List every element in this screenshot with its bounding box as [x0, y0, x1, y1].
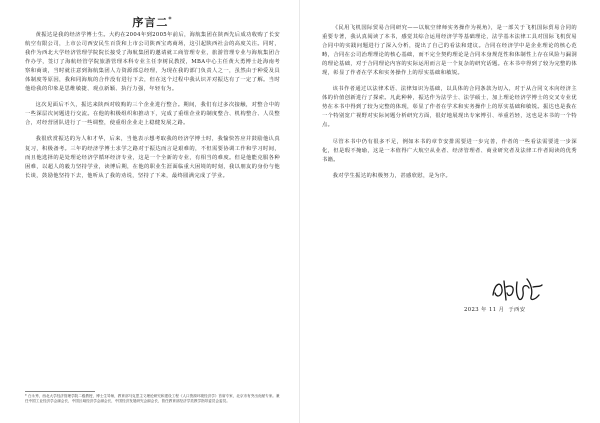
- title-footnote-mark: *: [168, 16, 173, 24]
- page-title: [25, 14, 280, 30]
- footnote: * 白永秀，西北大学经济管理学院二级教授，博士生导师，教育部马克思主义理论研究和建设工程《人口资源环境经济学》首席专家，北京市有突出贡献专家。兼任中国工业经济学会副会长，中国区域经济学会副会长，中国经济发展研究会副会长，曾任教育部经济学类教学指导委员会委员。: [25, 394, 280, 404]
- title-text: 序言二: [132, 16, 169, 29]
- paragraph: 尽管本书中仍有很多不足，例如本书的章节安排需要进一步完善，作者的一些看法需要进一步深化，但是瑕不掩瑜，这是一本值得广大航空从业者、经济管理者、商业研究者及法律工作者阅读的优秀书籍。: [322, 138, 577, 163]
- paragraph: 该书作者通过以法律术语、法律知识为基础，以具体的合同条款为切入，对于从合同文本向经济主体的价值创新进行了探索。凡此种种，振达作为法学士、法学硕士，加上理论经济学博士的交叉专业优势在本书中得到了较为完整的体现，彰显了作者在学术和实务操作上的厚实基础和敏锐。振达也是我在一个特别宽广视野对实际问题分析研究方面，很好地展现出专家博引、举重若轻，这也是本书的一个特点。: [322, 86, 577, 129]
- page-gutter: [299, 0, 300, 423]
- paragraph: 黄振达是我的经济学博士生。大约在2004年到2005年前后，海航集团在陕西先后成功收购了长安航空有限公司，上市公司西安民生百货和上市公司陕西宝鸡商场，这引起陕西社会的高度关注。同时，我作为西北大学经济管理学院院长接受了海航集团的邀请就工商管理专业，旅游管理专业与海航集团合作办学，签订了海航经管学院旅游管理本科专业主任李树民教授，MBA中心主任黄大勇博士赴海南考察和商谈，当时就注意到海航集团人力资源部总经理，为现在我的部门负责人之一，虽然由于种爱及具体制度等原因，我和同海航的合作没有进行下去，但在这个过程中我认识并对振达有了一定了解。当时他给我的印象是思维敏捷、观点新颖、执行力强，年轻有为。: [25, 32, 280, 93]
- right-page: [322, 0, 577, 423]
- paragraph: 《民用飞机国际贸易合同研究——以航空律师实务操作为视角》，是一部关于飞机国际贸易合同的重要专著，我认真阅读了本书，感觉其综合运用经济学等基础理论，法学基本法律工具对国际飞机贸易合同中的实践问题进行了深入分析，提出了自己的看法和建议。合同在经济学中是企业理论的核心范畴，合同在公司治理理论的核心基础，而不完全契约理论是合同本身规范性和体制性上存在风险与漏洞的理论基础，对于合同理论内容的实际运用而言是一个复杂的研究话题。在本书中得到了较为完整的体现，彰显了作者在学术和实务操作上的厚实基础和敏锐。: [322, 25, 577, 77]
- place: 于西安: [508, 307, 526, 313]
- paragraph: 我对学生振达的积极努力，甚感欣慰，是为序。: [332, 172, 452, 179]
- date-place-line: [464, 305, 574, 313]
- footnote-divider: [25, 391, 95, 392]
- date: 2023 年 11 月: [464, 307, 505, 313]
- handwritten-signature: [487, 273, 547, 307]
- paragraph: 我很欣赏振达的为人和才华，后来，当他表示想考取我的经济学博士时，我愉快答应并鼓励他认真复习，积极备考。三年的经济学博士求学之路对于振达而言是艰难的，不但需要协调工作和学习时间，而且他选择的是处理论经济学循环经济专业，这是一个全新的专业，有相当的难度。但是他能克服各种困难，以超人的毅力坚持学业，读博后期，在他的职业生涯面临重大困境的时刻，我以朋友的身份与他长谈，鼓励他坚持下去，他听从了我的劝说，坚持了下来，最终圆满完成了学业。: [25, 136, 280, 179]
- paragraph: 这次见面后不久，振达来陕西对收购的三个企业进行整合。期间，我们有过多次接触，对整合中的一些深层次问题进行交流。在他的积极组织和推动下，完成了重组企业的制度整合、机构整合、人员整合，对经营团队进行了一些调整，使重组企业走上稳健发展之路。: [25, 102, 280, 127]
- left-body: [25, 31, 280, 188]
- left-page: [25, 0, 280, 423]
- right-body: [322, 24, 577, 188]
